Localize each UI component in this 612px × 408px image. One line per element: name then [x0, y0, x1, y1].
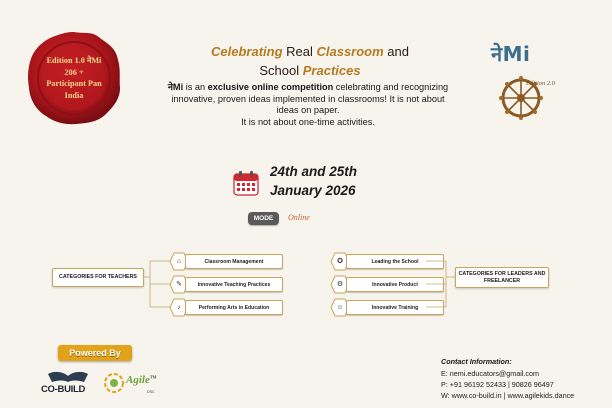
headline-word-real: Real — [282, 44, 317, 59]
cobuild-logo-text: CO-BUILD — [41, 384, 86, 395]
headline-word-classroom: Classroom — [316, 44, 384, 59]
mode-value: Online — [288, 213, 310, 222]
teaching-icon: ✎ — [176, 281, 182, 288]
headline-word-celebrating: Celebrating — [211, 44, 283, 59]
agile-word: Agile — [126, 374, 150, 386]
intro-brand: नेMi — [167, 82, 184, 92]
agile-logo-icon — [103, 372, 125, 394]
logo-edition: Edition 2.0 — [526, 80, 555, 87]
headline-word-practices: Practices — [302, 63, 361, 78]
seal-line-2: 206 + — [64, 67, 84, 77]
headline-word-and: and — [383, 44, 409, 59]
category-label: Innovative Training — [346, 300, 444, 315]
intro-paragraph — [162, 82, 454, 128]
category-label: Classroom Management — [185, 254, 283, 269]
intro-is-an: is an — [183, 82, 208, 92]
intro-rest-1: celebrating and recognizing innovative, proven ideas implemented in classrooms! It is not about ideas on paper. — [171, 82, 449, 115]
powered-by-badge: Powered By — [58, 345, 132, 361]
training-icon: ☺ — [336, 304, 344, 311]
contact-heading: Contact Information: — [441, 357, 512, 366]
category-label: Leading the School — [346, 254, 444, 269]
logo-wordmark: नेMi — [491, 42, 531, 66]
seal-line-3: Participant Pan — [46, 79, 102, 88]
event-date-line-1: 24th and 25th — [270, 164, 358, 179]
category-performing-arts[interactable] — [169, 299, 284, 316]
category-classroom-management[interactable] — [169, 253, 284, 270]
leadership-icon: ✪ — [337, 258, 343, 265]
category-label: Innovative Teaching Practices — [185, 277, 283, 292]
intro-bold: exclusive online competition — [207, 82, 334, 92]
classroom-icon: ⌂ — [176, 258, 182, 265]
seal-text — [36, 55, 112, 101]
product-icon: ⚙ — [336, 281, 344, 288]
mode-button[interactable]: MODE — [248, 212, 279, 225]
leaders-category-label: CATEGORIES FOR LEADERS AND FREELANCER — [455, 267, 549, 288]
intro-rest-2: It is not about one-time activities. — [241, 116, 375, 127]
performing-arts-icon: ♪ — [177, 304, 181, 311]
headline — [175, 42, 445, 80]
agile-tm: TM — [149, 374, 157, 380]
contact-phone[interactable]: P: +91 96192 52433 | 90826 96497 — [441, 380, 554, 389]
teachers-category-label: CATEGORIES FOR TEACHERS — [52, 268, 144, 287]
seal-line-1: Edition 1.0 नेMi — [46, 56, 102, 65]
calendar-icon — [233, 170, 259, 196]
category-innovative-teaching[interactable] — [169, 276, 284, 293]
seal-line-4: India — [64, 90, 84, 100]
headline-word-school: School — [259, 63, 303, 78]
contact-email[interactable]: E: nemi.educators@gmail.com — [441, 369, 539, 378]
contact-web[interactable]: W: www.co-build.in | www.agilekids.dance — [441, 391, 575, 400]
agile-subtext: DSC — [147, 390, 155, 394]
leaders-connector — [426, 255, 456, 315]
agile-logo-text — [126, 374, 156, 386]
event-date-line-2: January 2026 — [270, 183, 356, 198]
teachers-connector — [140, 255, 170, 315]
category-label: Performing Arts in Education — [185, 300, 283, 315]
category-label: Innovative Product — [346, 277, 444, 292]
